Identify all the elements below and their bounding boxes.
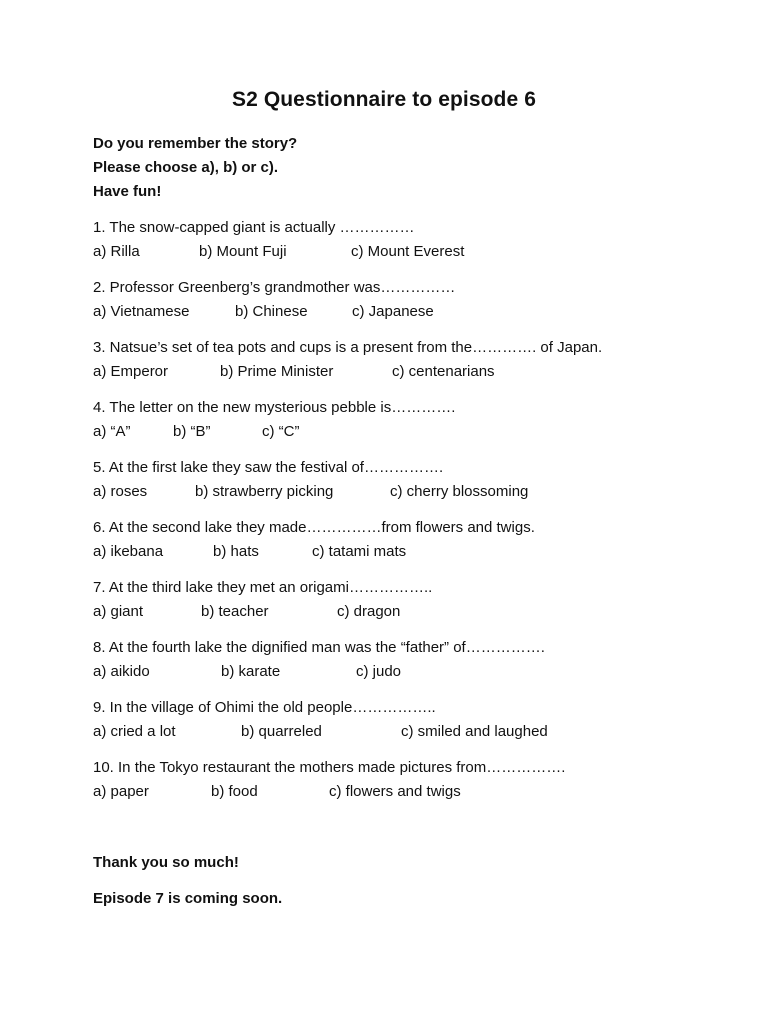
answer-options [93,420,713,444]
question-text: 5. At the first lake they saw the festival of……………. [93,459,444,476]
question-text: 7. At the third lake they met an origami…………….. [93,579,433,596]
question-text: 3. Natsue’s set of tea pots and cups is a present from the…………. of Japan. [93,339,603,356]
question-text: 8. At the fourth lake the dignified man was the “father” of……………. [93,639,545,656]
question-item [93,336,713,396]
option-b: b) Chinese [235,303,308,320]
option-b: b) Prime Minister [220,363,334,380]
question-item [93,576,713,636]
option-a: a) aikido [93,663,150,680]
question-text: 9. In the village of Ohimi the old people…………….. [93,699,436,716]
question-text: 1. The snow-capped giant is actually …………… [93,219,415,236]
option-b: b) “B” [173,423,211,440]
question-text: 4. The letter on the new mysterious pebble is…………. [93,399,456,416]
question-item [93,756,713,816]
question-item [93,396,713,456]
option-a: a) paper [93,783,149,800]
answer-options [93,720,713,744]
question-item [93,636,713,696]
option-b: b) food [211,783,258,800]
option-a: a) “A” [93,423,131,440]
question-list [93,216,713,816]
question-item [93,216,713,276]
option-b: b) Mount Fuji [199,243,287,260]
question-text: 6. At the second lake they made……………from flowers and twigs. [93,519,535,536]
option-c: c) flowers and twigs [329,783,461,800]
option-a: a) cried a lot [93,723,176,740]
option-c: c) cherry blossoming [390,483,529,500]
intro-block [93,132,713,204]
question-text: 2. Professor Greenberg’s grandmother was…………… [93,279,456,296]
option-a: a) Rilla [93,243,140,260]
question-item [93,516,713,576]
answer-options [93,360,713,384]
option-c: c) Japanese [352,303,434,320]
option-a: a) Emperor [93,363,169,380]
intro-line: Please choose a), b) or c). [93,159,279,176]
intro-line: Do you remember the story? [93,135,298,152]
question-item [93,696,713,756]
question-item [93,456,713,516]
answer-options [93,540,713,564]
answer-options [93,780,713,804]
option-c: c) centenarians [392,363,495,380]
page-title: S2 Questionnaire to episode 6 [232,88,536,111]
option-c: c) smiled and laughed [401,723,548,740]
option-b: b) hats [213,543,259,560]
answer-options [93,600,713,624]
option-b: b) teacher [201,603,269,620]
option-c: c) judo [356,663,402,680]
answer-options [93,660,713,684]
option-b: b) strawberry picking [195,483,334,500]
answer-options [93,300,713,324]
intro-line: Have fun! [93,183,162,200]
option-a: a) Vietnamese [93,303,190,320]
option-c: c) dragon [337,603,401,620]
option-a: a) ikebana [93,543,164,560]
option-a: a) giant [93,603,144,620]
option-c: c) “C” [262,423,300,440]
option-c: c) Mount Everest [351,243,465,260]
option-a: a) roses [93,483,148,500]
next-episode-text: Episode 7 is coming soon. [93,890,283,907]
answer-options [93,240,713,264]
option-b: b) quarreled [241,723,322,740]
question-item [93,276,713,336]
option-c: c) tatami mats [312,543,407,560]
answer-options [93,480,713,504]
question-text: 10. In the Tokyo restaurant the mothers made pictures from……………. [93,759,566,776]
option-b: b) karate [221,663,281,680]
thank-you-text: Thank you so much! [93,854,239,871]
